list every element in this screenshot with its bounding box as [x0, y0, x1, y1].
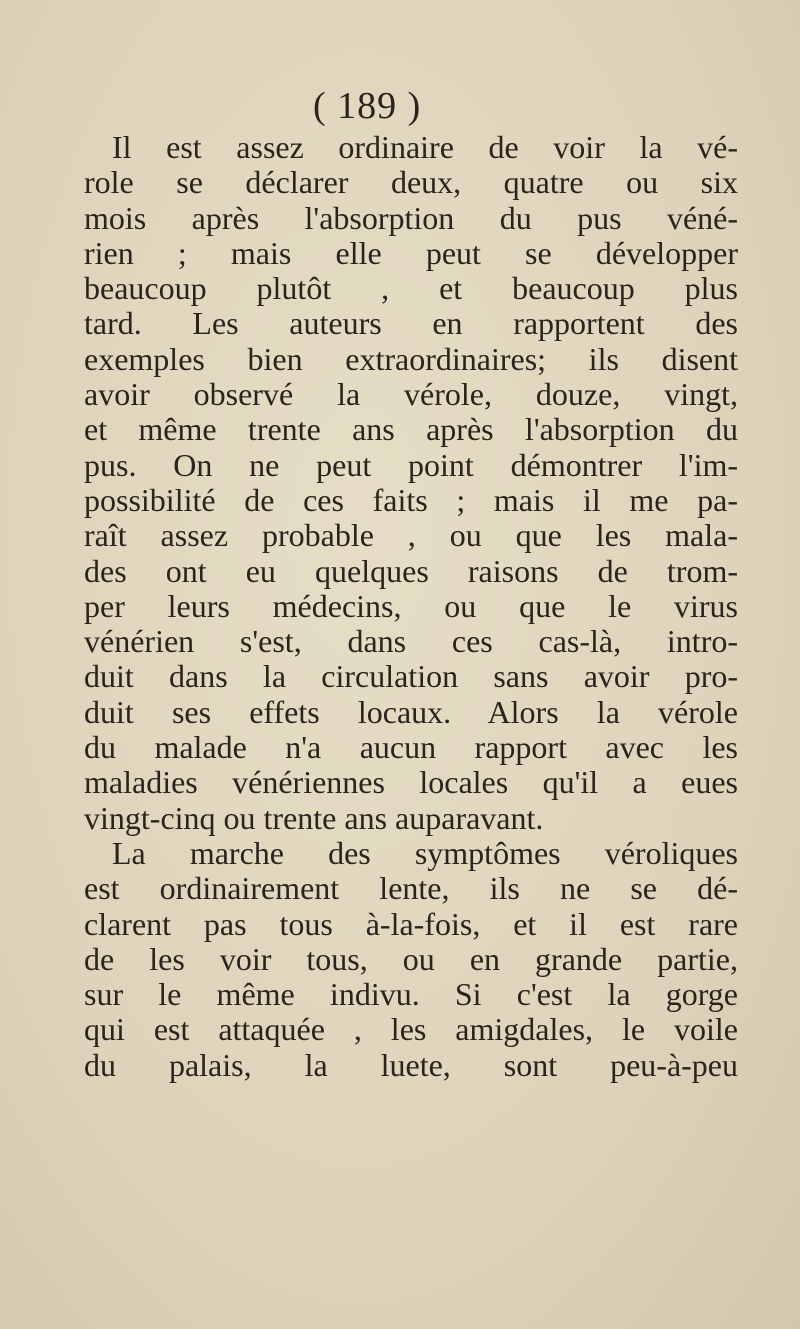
- text-line: Il est assez ordinaire de voir la vé-: [112, 129, 738, 165]
- text-line: raît assez probable , ou que les mala-: [84, 517, 738, 554]
- text-line: beaucoup plutôt , et beaucoup plus: [84, 270, 738, 307]
- text-line: possibilité de ces faits ; mais il me pa-: [84, 481, 738, 518]
- text-line: du palais, la luete, sont peu-à-peu: [84, 1046, 738, 1083]
- text-line: tard. Les auteurs en rapportent des: [84, 305, 738, 342]
- text-line: des ont eu quelques raisons de trom-: [84, 552, 738, 589]
- text-line: du malade n'a aucun rapport avec les: [84, 729, 738, 766]
- text-line: qui est attaquée , les amigdales, le voile: [84, 1011, 738, 1048]
- page-number: [0, 84, 800, 128]
- text-line: et même trente ans après l'absorption du: [84, 411, 738, 448]
- text-line: rien ; mais elle peut se développer: [84, 234, 738, 271]
- text-line: de les voir tous, ou en grande partie,: [84, 940, 738, 977]
- text-line: est ordinairement lente, ils ne se dé-: [84, 870, 738, 907]
- text-line: pus. On ne peut point démontrer l'im-: [84, 446, 738, 483]
- text-line: vénérien s'est, dans ces cas-là, intro-: [84, 623, 738, 660]
- text-line: sur le même indivu. Si c'est la gorge: [84, 976, 738, 1013]
- text-line: avoir observé la vérole, douze, vingt,: [84, 376, 738, 413]
- text-line: per leurs médecins, ou que le virus: [84, 587, 738, 624]
- text-line: exemples bien extraordinaires; ils disent: [84, 340, 738, 377]
- text-line: clarent pas tous à-la-fois, et il est rare: [84, 905, 738, 942]
- body-text: [84, 130, 738, 1083]
- text-line: maladies vénériennes locales qu'il a eues: [84, 764, 738, 801]
- page-number-text: ( 189 ): [313, 85, 422, 127]
- text-line: duit dans la circulation sans avoir pro-: [84, 658, 738, 695]
- text-line: role se déclarer deux, quatre ou six: [84, 164, 738, 201]
- text-line: mois après l'absorption du pus véné-: [84, 199, 738, 236]
- text-line: La marche des symptômes véroliques: [112, 834, 738, 871]
- text-line: duit ses effets locaux. Alors la vérole: [84, 693, 738, 730]
- text-line: vingt-cinq ou trente ans auparavant.: [84, 799, 544, 836]
